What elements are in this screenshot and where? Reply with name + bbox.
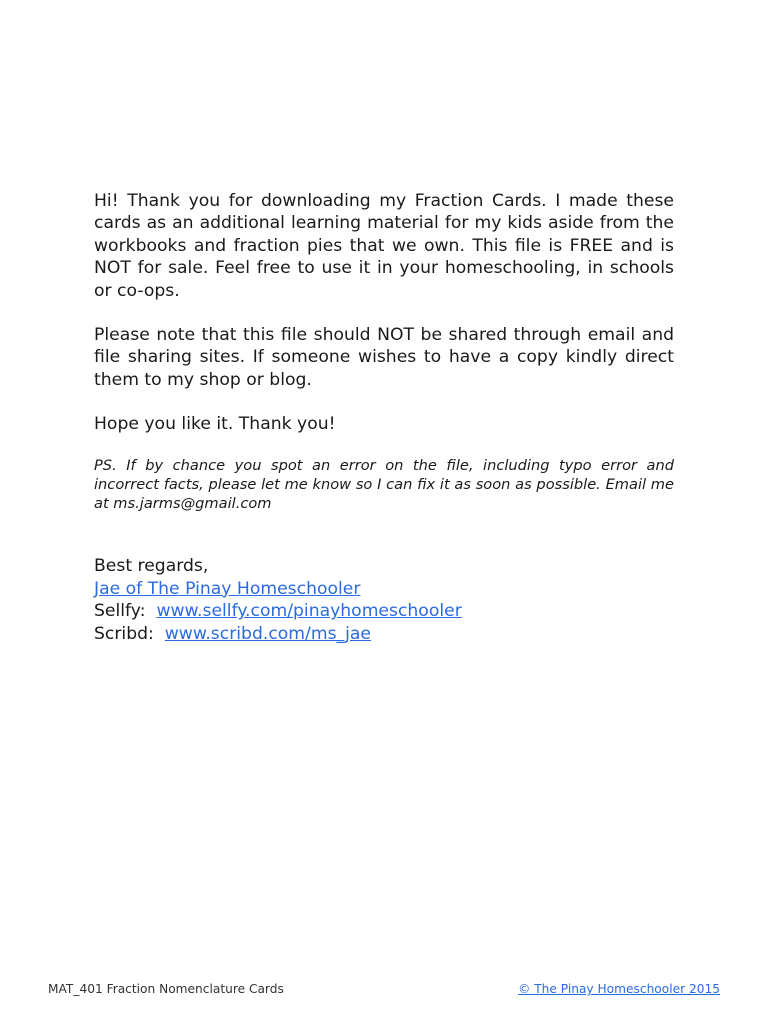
scribd-line xyxy=(94,623,694,646)
footer-copyright-link[interactable]: © The Pinay Homeschooler 2015 xyxy=(518,982,720,996)
intro-paragraph: Hi! Thank you for downloading my Fraction Cards. I made these cards as an additional learning material for my kids aside from the workbooks and fraction pies that we own. This file is FREE and is NOT for sale. Feel free to use it in your homeschooling, in schools or co-ops. xyxy=(94,191,674,301)
sellfy-link[interactable]: www.sellfy.com/pinayhomeschooler xyxy=(156,601,462,622)
signature-block xyxy=(94,555,694,645)
closing-paragraph: Hope you like it. Thank you! xyxy=(94,414,336,435)
scribd-label: Scribd: xyxy=(94,623,154,644)
author-line xyxy=(94,578,694,601)
note-paragraph: Please note that this file should NOT be shared through email and file sharing sites. If someone wishes to have a copy kindly direct them to my shop or blog. xyxy=(94,325,674,390)
greeting-text: Best regards, xyxy=(94,556,209,576)
footer-document-code: MAT_401 Fraction Nomenclature Cards xyxy=(48,982,284,996)
ps-note: PS. If by chance you spot an error on the file, including typo error and incorrect facts, please let me know so I can fix it as soon as possible. Email me at ms.jarms@gmail.com xyxy=(94,456,674,512)
letter-body xyxy=(94,190,674,513)
scribd-link[interactable]: www.scribd.com/ms_jae xyxy=(164,623,372,644)
sellfy-line xyxy=(94,600,694,623)
sellfy-label: Sellfy: xyxy=(94,601,146,622)
author-link[interactable]: Jae of The Pinay Homeschooler xyxy=(94,578,361,599)
